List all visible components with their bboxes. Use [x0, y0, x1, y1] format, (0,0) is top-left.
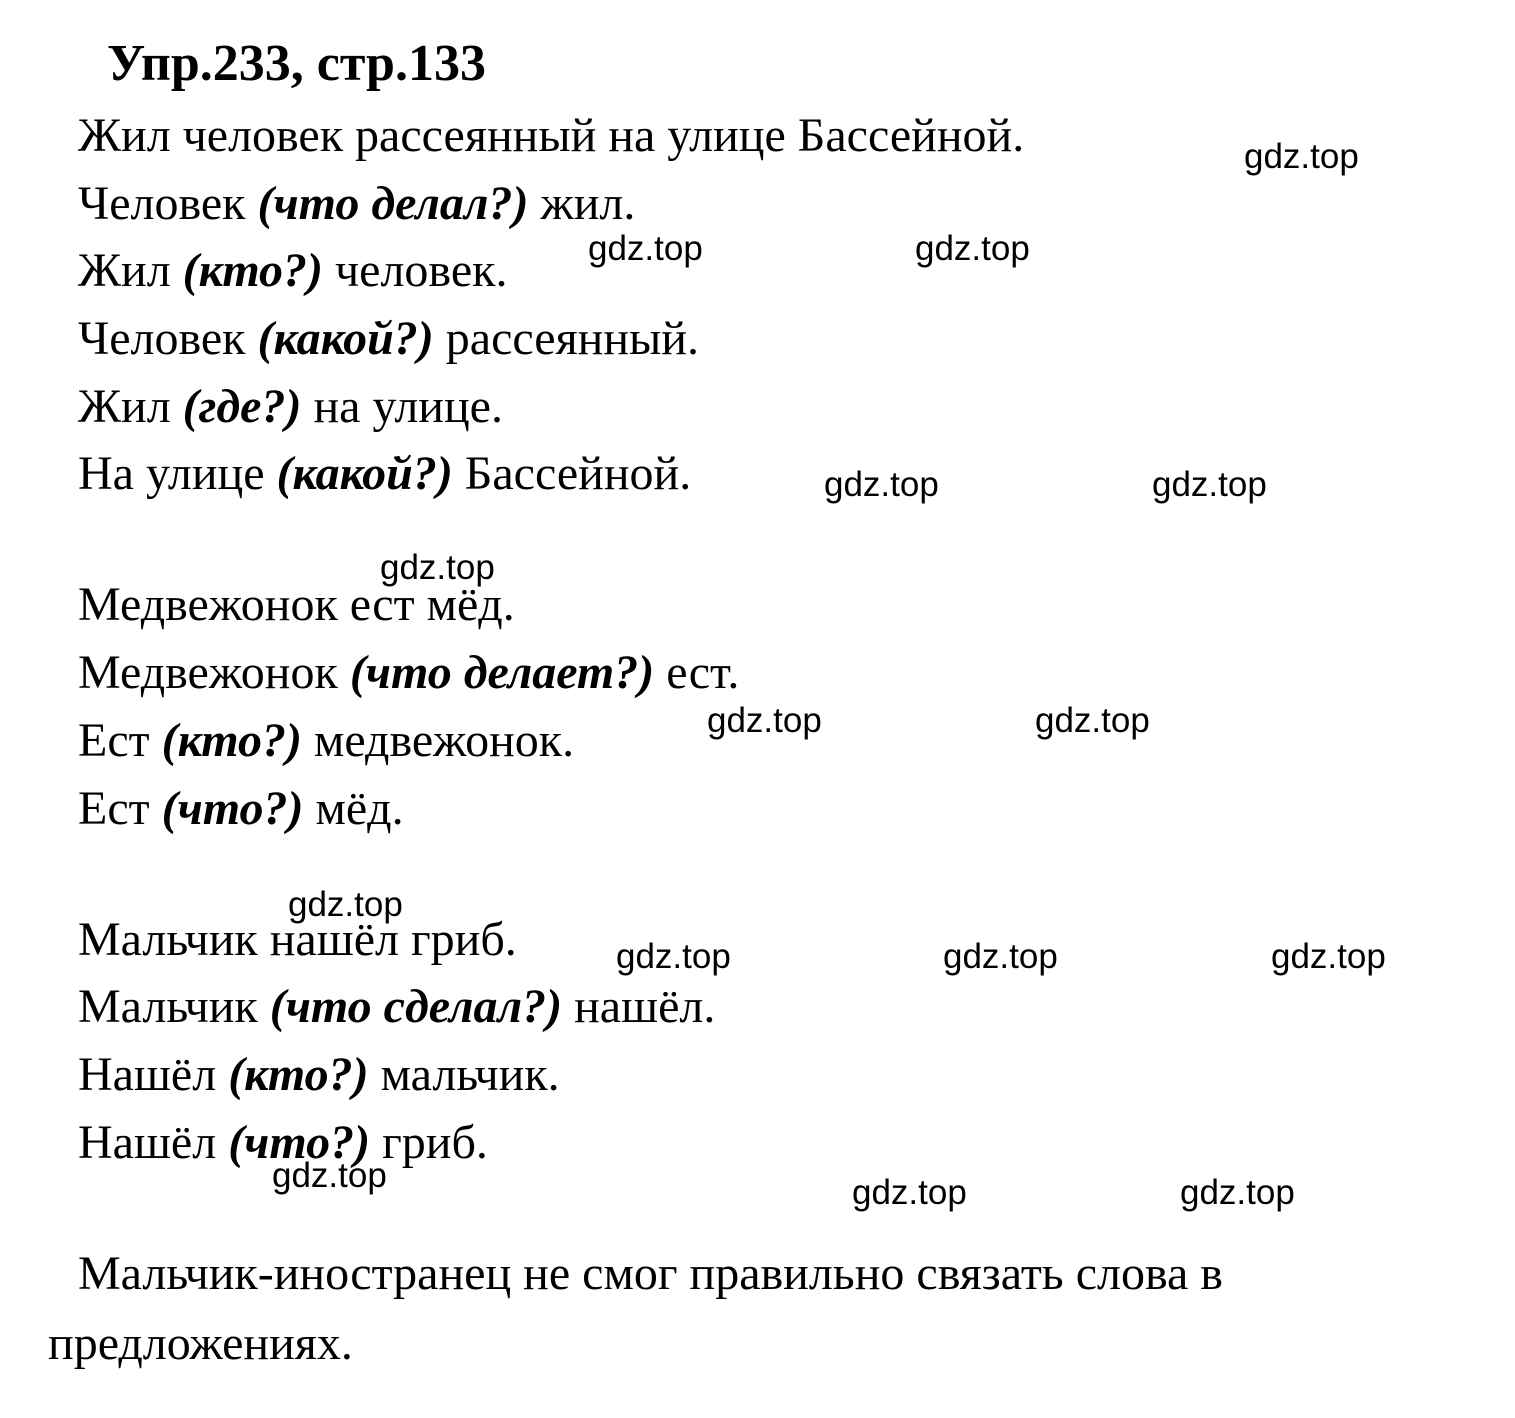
word: нашёл.	[562, 980, 716, 1033]
word: мёд.	[303, 782, 404, 835]
sentence-text: Медвежонок ест мёд.	[78, 578, 515, 631]
conclusion-line-2: предложениях.	[48, 1317, 353, 1370]
watermark: gdz.top	[1180, 1173, 1295, 1212]
question: (что?)	[228, 1116, 371, 1169]
conclusion-line-1: Мальчик-иностранец не смог правильно связать слова в	[78, 1247, 1223, 1300]
watermark: gdz.top	[1035, 701, 1150, 740]
sentence-line	[78, 109, 1025, 162]
watermark: gdz.top	[1271, 937, 1386, 976]
question-line	[78, 980, 716, 1033]
question: (где?)	[182, 380, 302, 433]
question: (что сделал?)	[269, 980, 563, 1033]
word: рассеянный.	[433, 312, 699, 365]
word: Ест	[78, 782, 162, 835]
word: Нашёл	[78, 1048, 229, 1101]
word: ест.	[654, 646, 740, 699]
watermark: gdz.top	[915, 229, 1030, 268]
word: Человек	[78, 312, 258, 365]
watermark: gdz.top	[824, 465, 939, 504]
question: (что делал?)	[257, 177, 529, 230]
watermark: gdz.top	[272, 1156, 387, 1195]
word: гриб.	[370, 1116, 488, 1169]
question: (кто?)	[182, 244, 324, 297]
sentence-line	[78, 578, 515, 631]
watermark: gdz.top	[943, 937, 1058, 976]
word: На улице	[78, 447, 277, 500]
question: (какой?)	[257, 312, 434, 365]
question-line	[78, 782, 404, 835]
question-line	[78, 312, 699, 365]
exercise-title: Упр.233, стр.133	[107, 35, 486, 92]
question: (кто?)	[161, 714, 302, 767]
question-line	[78, 1048, 560, 1101]
watermark: gdz.top	[588, 229, 703, 268]
word: Бассейной.	[452, 447, 692, 500]
watermark: gdz.top	[707, 701, 822, 740]
word: Мальчик	[78, 980, 270, 1033]
question: (какой?)	[276, 447, 453, 500]
watermark: gdz.top	[380, 548, 495, 587]
word: Медвежонок	[78, 646, 350, 699]
question-line	[78, 177, 636, 230]
sentence-text: Мальчик нашёл гриб.	[78, 913, 517, 966]
watermark: gdz.top	[852, 1173, 967, 1212]
watermark: gdz.top	[1152, 465, 1267, 504]
question: (кто?)	[228, 1048, 369, 1101]
word: Жил	[78, 380, 183, 433]
word: мальчик.	[368, 1048, 560, 1101]
question-line	[78, 244, 508, 297]
watermark: gdz.top	[1244, 137, 1359, 176]
word: медвежонок.	[301, 714, 575, 767]
question: (что делает?)	[349, 646, 655, 699]
question-line	[78, 646, 740, 699]
sentence-text: Жил человек рассеянный на улице Бассейной.	[78, 109, 1025, 162]
question-line	[78, 714, 575, 767]
word: жил.	[528, 177, 636, 230]
word: Человек	[78, 177, 258, 230]
word: Ест	[78, 714, 162, 767]
word: Жил	[78, 244, 183, 297]
word: человек.	[323, 244, 508, 297]
question-line	[78, 380, 503, 433]
word: на улице.	[301, 380, 503, 433]
word: Нашёл	[78, 1116, 229, 1169]
question-line	[78, 447, 692, 500]
watermark: gdz.top	[616, 937, 731, 976]
watermark: gdz.top	[288, 885, 403, 924]
question: (что?)	[161, 782, 304, 835]
